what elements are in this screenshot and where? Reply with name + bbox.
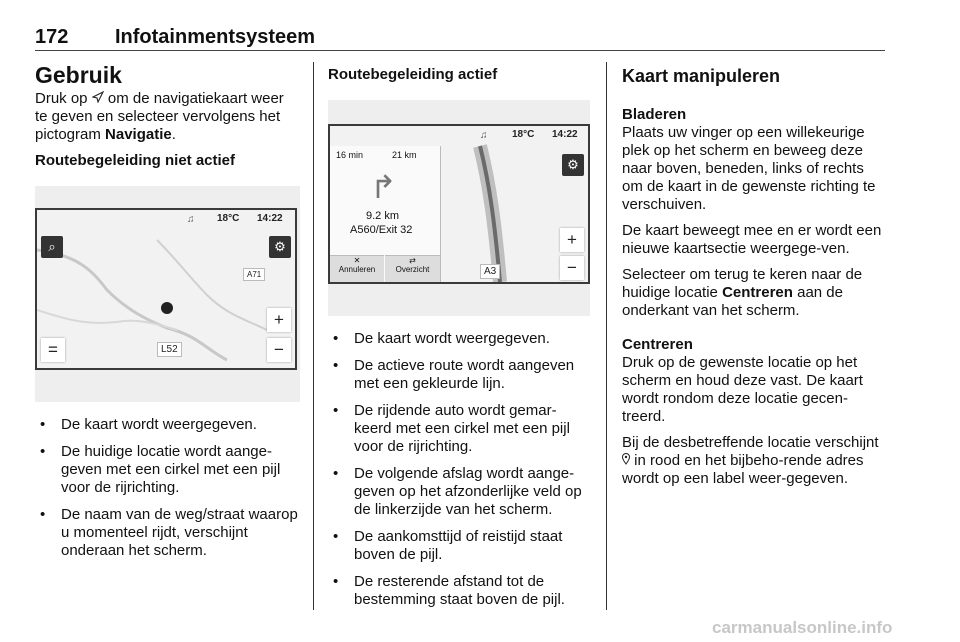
cancel-button[interactable]: ✕ Annuleren [330,255,384,282]
column-middle [328,62,590,618]
header-divider [35,50,885,51]
turn-panel [330,146,441,282]
section-heading: Gebruik [35,62,122,88]
list-item: • De naam van de weg/straat waarop u momenteel rijdt, verschijnt onderaan het scherm. [35,506,300,560]
subheading: Centreren [622,336,693,353]
road-name-label: L52 [157,342,182,357]
paragraph: Bij de desbetreffende locatie verschijnt in rood en het bijbeho-rende adres wordt op een label weer-gegeven. [622,434,879,487]
road-name-label: A3 [480,264,500,279]
list-item: • De kaart wordt weergegeven. [35,416,300,434]
eta: 16 min [336,150,364,160]
column-left [35,62,300,569]
list-item: • De resterende afstand tot de bestemming staat boven de pijl. [328,573,590,609]
paragraph: Druk op de gewenste locatie op het scherm en houd deze vast. De kaart wordt rondom deze locatie gecen-treerd. [622,354,863,425]
subheading: Routebegeleiding niet actief [35,152,236,169]
navigation-arrow-icon [92,90,104,107]
list-item: • De rijdende auto wordt gemar-keerd met een cirkel met een pijl voor de rijrichting. [328,402,590,456]
zoom-in-button[interactable]: + [560,228,584,252]
temperature: 18°C [512,129,535,140]
page-header [35,26,885,48]
list-item: • De aankomsttijd of reistijd staat boven de pijl. [328,528,590,564]
overview-button[interactable]: ⇄ Overzicht [385,255,440,282]
paragraph: Plaats uw vinger op een willekeurige plek op het scherm en beweeg deze naar boven, beneden, links of rechts om de kaart in de gewenste richting te verschuiven. [622,124,876,213]
total-distance: 21 km [392,150,417,160]
current-location-icon [161,302,173,314]
intro-paragraph: Druk op om de navigatiekaart weer te geven en selecteer vervolgens het pictogram Navigatie. [35,90,284,143]
zoom-in-button[interactable]: + [267,308,291,332]
list-item: • De volgende afslag wordt aange-geven op het afzonderlijke veld op de linkerzijde van het scherm. [328,465,590,519]
column-right [622,62,887,496]
zoom-out-button[interactable]: − [267,338,291,362]
clock: 14:22 [257,213,283,224]
clock: 14:22 [552,129,578,140]
bullet-list [328,330,590,609]
pin-icon [622,452,630,469]
menu-button[interactable]: = [41,338,65,362]
small-road-label: A71 [243,268,265,281]
screenshot-route: ♫ 18°C 14:22 16 min 21 km ↱ 9.2 km A560/Exit 32 ✕ Annuleren ⇄ Overzicht ⚙ + − A3 [328,100,590,316]
list-item: • De kaart wordt weergegeven. [328,330,590,348]
bullet-list [35,416,300,560]
search-button[interactable]: ⌕ [41,236,63,258]
page-title: Infotainmentsysteem [115,26,316,48]
turn-arrow-icon: ↱ [370,169,397,205]
subheading: Routebegeleiding actief [328,66,498,83]
paragraph: Selecteer om terug te keren naar de huidige locatie Centreren aan de onderkant van het scherm. [622,266,863,319]
watermark: carmanualsonline.info [712,618,893,637]
section-heading: Kaart manipuleren [622,66,781,86]
screenshot-map: ♫ 18°C 14:22 ⌕ ⚙ A71 + − = L52 [35,186,300,402]
settings-button[interactable]: ⚙ [562,154,584,176]
list-item: • De actieve route wordt aangeven met een gekleurde lijn. [328,357,590,393]
exit-label: A560/Exit 32 [350,224,413,236]
next-turn-distance: 9.2 km [366,210,400,222]
subheading: Bladeren [622,106,687,123]
temperature: 18°C [217,213,240,224]
zoom-out-button[interactable]: − [560,256,584,280]
page-number: 172 [35,26,69,48]
column-divider [606,62,607,610]
paragraph: De kaart beweegt mee en er wordt een nieuwe kaartsectie weergege-ven. [622,222,882,257]
column-divider [313,62,314,610]
list-item: • De huidige locatie wordt aange-geven met een cirkel met een pijl voor de rijrichting. [35,443,300,497]
settings-button[interactable]: ⚙ [269,236,291,258]
